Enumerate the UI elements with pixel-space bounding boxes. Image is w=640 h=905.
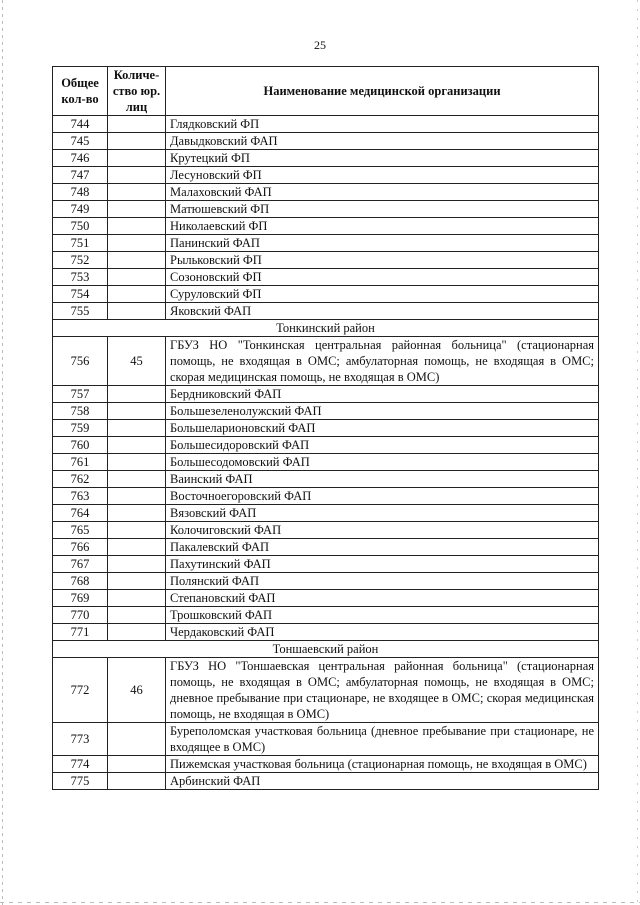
row-number: 759	[53, 420, 108, 437]
organization-name: Ваинский ФАП	[166, 471, 599, 488]
table-row	[53, 286, 599, 303]
table-row	[53, 218, 599, 235]
table-row	[53, 150, 599, 167]
organization-name: Колочиговский ФАП	[166, 522, 599, 539]
table-row	[53, 235, 599, 252]
legal-entity-count	[108, 184, 166, 201]
organization-name: Трошковский ФАП	[166, 607, 599, 624]
scan-edge-right	[637, 0, 638, 905]
organizations-table	[52, 66, 599, 790]
organization-name: Давыдковский ФАП	[166, 133, 599, 150]
table-row	[53, 303, 599, 320]
table-row	[53, 471, 599, 488]
row-number: 744	[53, 116, 108, 133]
district-row	[53, 320, 599, 337]
district-name: Тоншаевский район	[53, 641, 599, 658]
table-row	[53, 437, 599, 454]
table-row	[53, 116, 599, 133]
organization-name: Николаевский ФП	[166, 218, 599, 235]
row-number: 753	[53, 269, 108, 286]
legal-entity-count	[108, 167, 166, 184]
organization-name: Полянский ФАП	[166, 573, 599, 590]
organization-name: Крутецкий ФП	[166, 150, 599, 167]
legal-entity-count	[108, 116, 166, 133]
organization-name: Лесуновский ФП	[166, 167, 599, 184]
table-row	[53, 505, 599, 522]
organization-name: Большеларионовский ФАП	[166, 420, 599, 437]
page-number: 25	[314, 38, 326, 52]
table-row	[53, 403, 599, 420]
row-number: 775	[53, 773, 108, 790]
table-row	[53, 624, 599, 641]
table-row	[53, 522, 599, 539]
legal-entity-count	[108, 522, 166, 539]
table-row	[53, 590, 599, 607]
row-number: 762	[53, 471, 108, 488]
legal-entity-count	[108, 386, 166, 403]
table-row	[53, 773, 599, 790]
row-number: 749	[53, 201, 108, 218]
row-number: 761	[53, 454, 108, 471]
table-row	[53, 252, 599, 269]
legal-entity-count	[108, 573, 166, 590]
organization-name: Бердниковский ФАП	[166, 386, 599, 403]
row-number: 748	[53, 184, 108, 201]
legal-entity-count: 45	[108, 337, 166, 386]
organization-name: Созоновский ФП	[166, 269, 599, 286]
row-number: 752	[53, 252, 108, 269]
legal-entity-count	[108, 252, 166, 269]
header-count: Количе-ство юр. лиц	[108, 67, 166, 116]
table-row	[53, 133, 599, 150]
row-number: 768	[53, 573, 108, 590]
table-row	[53, 337, 599, 386]
table-row	[53, 607, 599, 624]
table-body	[53, 116, 599, 790]
table-row	[53, 454, 599, 471]
row-number: 760	[53, 437, 108, 454]
row-number: 758	[53, 403, 108, 420]
organization-name: Пакалевский ФАП	[166, 539, 599, 556]
organization-name: Большесодомовский ФАП	[166, 454, 599, 471]
legal-entity-count	[108, 607, 166, 624]
legal-entity-count	[108, 556, 166, 573]
organization-name: Пахутинский ФАП	[166, 556, 599, 573]
row-number: 767	[53, 556, 108, 573]
organization-name: Буреполомская участковая больница (дневное пребывание при стационаре, не входящее в ОМС)	[166, 723, 599, 756]
table-row	[53, 573, 599, 590]
legal-entity-count: 46	[108, 658, 166, 723]
legal-entity-count	[108, 488, 166, 505]
row-number: 750	[53, 218, 108, 235]
organization-name: Восточноегоровский ФАП	[166, 488, 599, 505]
row-number: 772	[53, 658, 108, 723]
table-row	[53, 167, 599, 184]
table-row	[53, 184, 599, 201]
legal-entity-count	[108, 454, 166, 471]
table-row	[53, 201, 599, 218]
table-row	[53, 488, 599, 505]
row-number: 756	[53, 337, 108, 386]
table-row	[53, 658, 599, 723]
row-number: 773	[53, 723, 108, 756]
organization-name: ГБУЗ НО "Тоншаевская центральная районная больница" (стационарная помощь, не входящая в ОМС; амбулаторная помощь, не входящая в ОМС; дневное пребывание при стационаре, не входящее в ОМС; скорая медицинская помощь, не входящая в ОМС)	[166, 658, 599, 723]
row-number: 745	[53, 133, 108, 150]
organization-name: Малаховский ФАП	[166, 184, 599, 201]
row-number: 774	[53, 756, 108, 773]
row-number: 765	[53, 522, 108, 539]
legal-entity-count	[108, 235, 166, 252]
header-total: Общее кол-во	[53, 67, 108, 116]
scan-edge-bottom	[0, 902, 640, 903]
row-number: 771	[53, 624, 108, 641]
organization-name: Яковский ФАП	[166, 303, 599, 320]
legal-entity-count	[108, 150, 166, 167]
row-number: 764	[53, 505, 108, 522]
row-number: 766	[53, 539, 108, 556]
row-number: 769	[53, 590, 108, 607]
legal-entity-count	[108, 723, 166, 756]
organization-name: Пижемская участковая больница (стационарная помощь, не входящая в ОМС)	[166, 756, 599, 773]
organization-name: ГБУЗ НО "Тонкинская центральная районная больница" (стационарная помощь, не входящая в ОМС; амбулаторная помощь, не входящая в ОМС; скорая медицинская помощь, не входящая в ОМС)	[166, 337, 599, 386]
legal-entity-count	[108, 539, 166, 556]
row-number: 751	[53, 235, 108, 252]
organization-name: Глядковский ФП	[166, 116, 599, 133]
legal-entity-count	[108, 201, 166, 218]
row-number: 770	[53, 607, 108, 624]
legal-entity-count	[108, 590, 166, 607]
organization-name: Чердаковский ФАП	[166, 624, 599, 641]
organization-name: Суруловский ФП	[166, 286, 599, 303]
table-row	[53, 420, 599, 437]
table-row	[53, 539, 599, 556]
table-row	[53, 556, 599, 573]
row-number: 747	[53, 167, 108, 184]
legal-entity-count	[108, 218, 166, 235]
legal-entity-count	[108, 303, 166, 320]
organization-name: Матюшевский ФП	[166, 201, 599, 218]
legal-entity-count	[108, 773, 166, 790]
organization-name: Вязовский ФАП	[166, 505, 599, 522]
row-number: 763	[53, 488, 108, 505]
district-name: Тонкинский район	[53, 320, 599, 337]
organization-name: Арбинский ФАП	[166, 773, 599, 790]
legal-entity-count	[108, 756, 166, 773]
district-row	[53, 641, 599, 658]
row-number: 755	[53, 303, 108, 320]
organization-name: Панинский ФАП	[166, 235, 599, 252]
organization-name: Рыльковский ФП	[166, 252, 599, 269]
legal-entity-count	[108, 403, 166, 420]
legal-entity-count	[108, 133, 166, 150]
row-number: 754	[53, 286, 108, 303]
legal-entity-count	[108, 624, 166, 641]
legal-entity-count	[108, 286, 166, 303]
table-row	[53, 386, 599, 403]
organization-name: Степановский ФАП	[166, 590, 599, 607]
legal-entity-count	[108, 437, 166, 454]
table-row	[53, 756, 599, 773]
scan-edge-left	[2, 0, 3, 905]
row-number: 757	[53, 386, 108, 403]
legal-entity-count	[108, 269, 166, 286]
table-row	[53, 269, 599, 286]
legal-entity-count	[108, 420, 166, 437]
legal-entity-count	[108, 505, 166, 522]
table-header-row	[53, 67, 599, 116]
organization-name: Большезеленолужский ФАП	[166, 403, 599, 420]
table-row	[53, 723, 599, 756]
header-name: Наименование медицинской организации	[166, 67, 599, 116]
organization-name: Большесидоровский ФАП	[166, 437, 599, 454]
legal-entity-count	[108, 471, 166, 488]
row-number: 746	[53, 150, 108, 167]
